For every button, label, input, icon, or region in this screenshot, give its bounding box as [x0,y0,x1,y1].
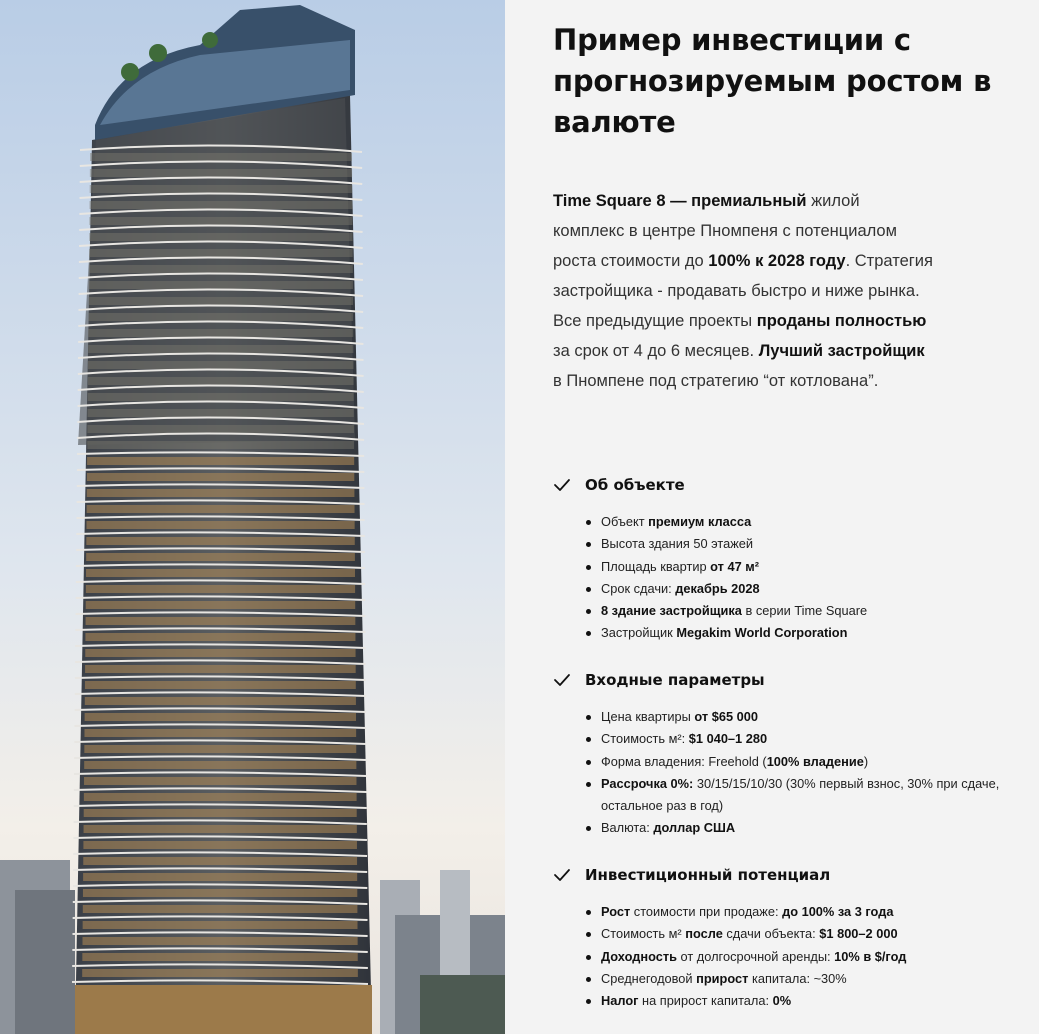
window-band [84,825,357,833]
window-band [85,633,355,641]
window-band [86,569,355,577]
text-run: от долгосрочной аренды: [676,948,835,964]
tower-illustration [0,0,505,1034]
window-band [86,537,354,545]
window-band [89,249,353,257]
section-investment-potential [553,863,1023,1012]
text-run: Форма владения: Freehold ( [601,753,767,769]
emphasis-text: 0% [772,993,792,1009]
text-run: Объект [601,514,649,529]
window-band [88,393,354,401]
section-list [553,511,1023,645]
window-band [89,217,352,225]
list-item [585,901,1023,923]
list-item [585,728,1023,750]
emphasis-text: после [685,926,723,942]
list-item [585,990,1023,1012]
content-panel [505,0,1039,1034]
list-item [585,946,1023,968]
emphasis-text: премиальный [691,192,807,210]
window-band [86,585,355,593]
window-band [83,841,357,849]
window-band [84,777,356,785]
text-run: жилой комплекс в центре Пномпеня с потенциалом роста стоимости до [553,192,897,270]
text-run: Срок сдачи: [601,580,676,596]
section-title: Инвестиционный потенциал [585,866,831,884]
section-header [553,863,1023,887]
text-run: сдачи объекта: [722,926,820,942]
emphasis-text: проданы полностью [756,312,927,330]
window-band [82,953,357,961]
list-item [585,923,1023,945]
window-band [87,457,354,465]
text-run: Площадь квартир [601,558,711,574]
list-item [585,706,1023,728]
checkmark-icon [553,866,571,884]
emphasis-text: премиум класса [648,514,752,529]
text-run: в Пномпене под стратегию “от котлована”. [553,372,879,390]
window-band [89,297,353,305]
text-run: на прирост капитала: [638,993,773,1009]
window-band [90,201,353,209]
window-band [86,521,354,529]
window-band [87,473,354,481]
text-run: Валюта: [601,820,654,836]
section-about [553,473,1023,645]
list-item [585,968,1023,990]
emphasis-text: 10% в $/год [834,948,907,964]
checkmark-icon [553,671,571,689]
window-band [87,505,355,513]
list-item [585,600,1023,622]
list-item [585,578,1023,600]
emphasis-text: доллар США [653,820,736,836]
window-band [89,233,352,241]
text-run: стоимости при продаже: [630,904,783,919]
emphasis-text: Рост [601,904,631,919]
section-title: Входные параметры [585,671,765,689]
text-run: 30/15/15/10/30 (30% первый взнос, 30% при сдаче, остальное раз в год) [601,775,1000,814]
window-band [90,169,352,177]
window-band [83,921,358,929]
window-band [85,681,356,689]
list-item [585,511,1023,533]
list-item [585,556,1023,578]
section-title: Об объекте [585,476,685,494]
section-entry-params [553,668,1023,840]
window-band [84,761,356,769]
list-item [585,622,1023,644]
window-band [88,361,353,369]
emphasis-text: $1 040–1 280 [688,731,768,747]
text-run: Цена квартиры [601,709,695,724]
window-band [89,265,353,273]
list-item [585,773,1023,818]
section-header [553,668,1023,692]
page-title: Пример инвестиции с прогнозируемым ростом в валюте [553,23,992,139]
emphasis-text: 100% владение [766,753,864,769]
window-band [85,665,356,673]
window-band [86,617,356,625]
text-run: Стоимость м²: [601,731,689,747]
window-band [84,729,356,737]
emphasis-text: 100% к 2028 году [708,252,846,270]
text-run: за срок от 4 до 6 месяцев. [553,342,759,360]
tower-photo [0,0,505,1034]
window-band [85,697,356,705]
emphasis-text: от $65 000 [694,709,759,724]
text-run: Среднегодовой [601,970,697,986]
emphasis-text: Налог [601,993,639,1009]
emphasis-text: Time Square 8 — [553,192,692,210]
emphasis-text: декабрь 2028 [675,580,760,596]
window-band [86,601,356,609]
window-band [88,409,354,417]
text-run: капитала: ~30% [748,970,847,986]
section-list [553,706,1023,840]
window-band [85,713,356,721]
window-band [84,809,357,817]
window-band [85,649,355,657]
intro-paragraph [553,186,933,396]
text-run: в серии Time Square [741,603,868,619]
section-list [553,901,1023,1012]
emphasis-text: до 100% за 3 года [782,904,894,919]
window-band [87,425,354,433]
emphasis-text: 8 здание застройщика [601,603,742,619]
emphasis-text: Megakim World Corporation [676,625,848,641]
emphasis-text: прирост [696,970,749,986]
text-run: Застройщик [601,625,677,641]
window-band [82,969,358,977]
window-band [84,745,356,753]
text-run: . Стратегия застройщика - продавать быстро и ниже рынка. Все предыдущие проекты [553,252,933,330]
emphasis-text: Рассрочка 0%: [601,775,694,791]
window-band [82,937,357,945]
window-band [86,553,355,561]
emphasis-text: Лучший застройщик [758,342,925,360]
window-band [83,873,357,881]
window-band [89,281,353,289]
window-band [88,313,353,321]
emphasis-text: Доходность [601,948,677,964]
checkmark-icon [553,476,571,494]
window-band [88,345,353,353]
window-band [90,185,353,193]
window-band [88,377,354,385]
window-band [84,793,357,801]
list-item [585,533,1023,555]
text-run: Стоимость м² [601,926,686,942]
window-band [90,153,352,161]
list-item [585,817,1023,839]
emphasis-text: $1 800–2 000 [819,926,898,942]
window-band [83,857,357,865]
window-band [87,489,355,497]
section-header [553,473,1023,497]
emphasis-text: от 47 м² [710,558,759,574]
window-band [88,329,353,337]
text-run: Высота здания 50 этажей [601,536,754,552]
list-item [585,751,1023,773]
window-band [83,889,357,897]
window-band [87,441,354,449]
window-band [83,905,358,913]
text-run: ) [863,753,869,769]
